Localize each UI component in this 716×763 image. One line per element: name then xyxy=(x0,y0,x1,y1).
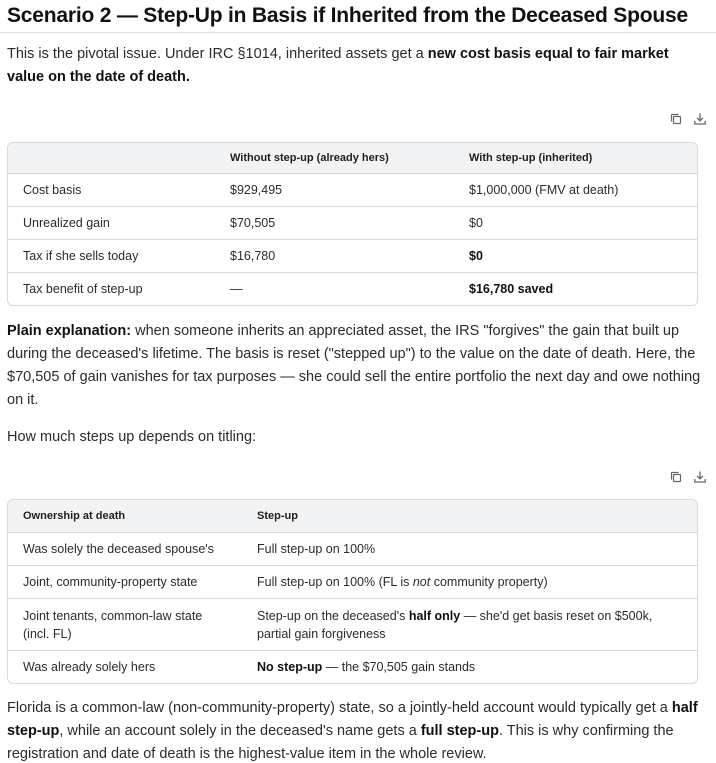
table-row xyxy=(8,206,697,239)
table-header-row xyxy=(8,143,697,173)
section-heading: Scenario 2 — Step-Up in Basis if Inherited from the Deceased Spouse xyxy=(7,4,688,27)
table-row xyxy=(8,598,697,650)
closing-paragraph xyxy=(7,697,709,763)
table-cell: $0 xyxy=(469,249,483,263)
copy-icon[interactable] xyxy=(669,112,683,126)
closing-text: . This is why confirming the registration and date of death is the highest-value item in the whole review. xyxy=(7,723,674,762)
table2-toolbar xyxy=(7,468,709,486)
closing-bold: half step-up xyxy=(7,700,698,739)
cell-bold: No step-up xyxy=(257,660,323,674)
table-cell: Unrealized gain xyxy=(23,216,110,230)
heading-divider xyxy=(0,32,716,33)
explanation-paragraph xyxy=(7,320,709,412)
table-cell: Was solely the deceased spouse's xyxy=(23,542,214,556)
table-cell: Full step-up on 100% xyxy=(257,542,376,556)
cell-text: — the $70,505 gain stands xyxy=(322,660,476,674)
table-header-cell: Step-up xyxy=(257,510,298,522)
intro-text: This is the pivotal issue. Under IRC §1014, inherited assets get a xyxy=(7,46,428,62)
closing-text: Florida is a common-law (non-community-property) state, so a jointly-held account would typically get a xyxy=(7,700,672,716)
closing-bold: full step-up xyxy=(420,723,499,739)
table-row xyxy=(8,272,697,305)
table-cell: — xyxy=(230,282,243,296)
table1-toolbar xyxy=(7,110,709,128)
cell-text: — she'd get basis reset on $500k, partial gain forgiveness xyxy=(257,608,653,641)
table-cell xyxy=(257,660,697,674)
table-cell: Cost basis xyxy=(23,183,82,197)
cell-text: community property) xyxy=(430,575,548,589)
table-row xyxy=(8,650,697,683)
table-cell: $1,000,000 (FMV at death) xyxy=(469,183,619,197)
table-cell: Tax if she sells today xyxy=(23,249,139,263)
explanation-text: when someone inherits an appreciated asset, the IRS "forgives" the gain that built up during the deceased's lifetime. The basis is reset ("stepped up") to the value on the date of death. Here, the $70,505 of gain vanishes for tax purposes — she could sell the entire portfolio the next day and owe nothing on it. xyxy=(7,323,701,408)
cell-text: Step-up on the deceased's xyxy=(257,608,409,623)
download-icon[interactable] xyxy=(693,112,707,126)
cell-text: Full step-up on 100% (FL is xyxy=(257,575,413,589)
titling-table xyxy=(7,499,698,684)
download-icon[interactable] xyxy=(693,470,707,484)
table-row xyxy=(8,173,697,206)
table-cell: $16,780 xyxy=(230,249,276,263)
intro-bold: new cost basis equal to fair market value on the date of death. xyxy=(7,46,669,85)
table-row xyxy=(8,565,697,598)
table-header-cell: With step-up (inherited) xyxy=(469,152,593,164)
step-up-comparison-table xyxy=(7,142,698,306)
table-cell: $929,495 xyxy=(230,183,283,197)
table-header-cell: Ownership at death xyxy=(23,510,126,522)
intro-paragraph xyxy=(7,43,709,89)
table-cell: Tax benefit of step-up xyxy=(23,282,143,296)
cell-bold: half only xyxy=(408,608,461,623)
titling-intro: How much steps up depends on titling: xyxy=(7,429,257,445)
closing-text: , while an account solely in the deceased's name gets a xyxy=(59,723,421,739)
explanation-label: Plain explanation: xyxy=(7,323,132,339)
table-cell: Joint, community-property state xyxy=(23,575,198,589)
table-cell: Was already solely hers xyxy=(23,660,156,674)
table-header-row xyxy=(8,500,697,532)
table-header-cell: Without step-up (already hers) xyxy=(230,152,389,164)
table-cell: $0 xyxy=(469,216,483,230)
table-cell: $16,780 saved xyxy=(469,282,554,296)
table-cell xyxy=(257,607,697,643)
table-row xyxy=(8,532,697,565)
table-row xyxy=(8,239,697,272)
cell-italic: not xyxy=(412,575,431,589)
table-cell xyxy=(257,575,697,589)
copy-icon[interactable] xyxy=(669,470,683,484)
table-cell: $70,505 xyxy=(230,216,276,230)
table-cell: Joint tenants, common-law state (incl. FL) xyxy=(23,608,203,641)
